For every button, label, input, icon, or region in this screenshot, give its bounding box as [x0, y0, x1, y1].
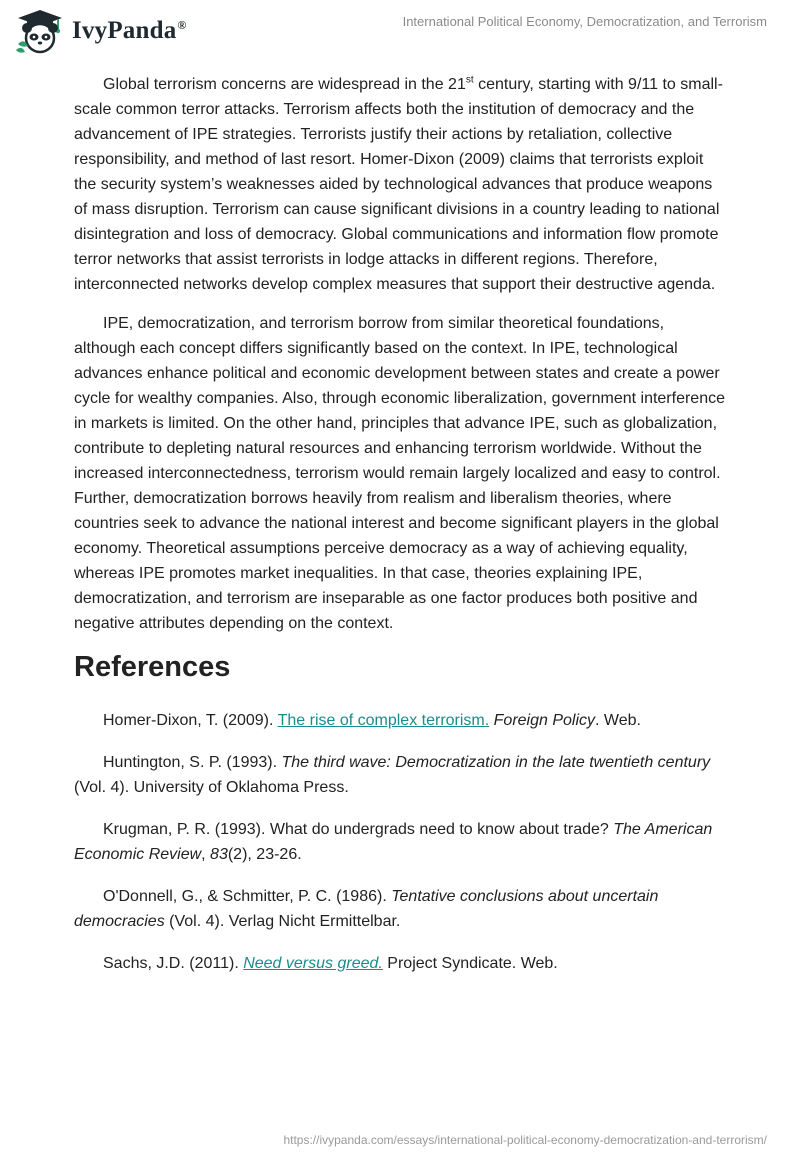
panda-graduate-icon: [14, 8, 66, 54]
body-paragraph-1: Global terrorism concerns are widespread in the 21st century, starting with 9/11 to small-scale common terror attacks. Terrorism affects both the institution of democracy and the advancement of IPE strategies. Terrorists justify their actions by retaliation, collective responsibility, and method of last resort. Homer-Dixon (2009) claims that terrorists exploit the security system’s weaknesses aided by technological advances that produce weapons of mass disruption. Terrorism can cause significant divisions in a country leading to national disintegration and loss of democracy. Global communications and information flow promote terror networks that assist terrorists in lodge attacks in different regions. Therefore, interconnected networks develop complex measures that support their destructive agenda.: [74, 74, 723, 293]
reference-item: O'Donnell, G., & Schmitter, P. C. (1986). Tentative conclusions about uncertain democracies (Vol. 4). Verlag Nicht Ermittelbar.: [74, 888, 659, 930]
references-heading: References: [74, 651, 231, 683]
body-paragraph-2: IPE, democratization, and terrorism borrow from similar theoretical foundations, although each concept differs significantly based on the context. In IPE, technological advances enhance political and economic development between states and create a power cycle for wealthy companies. Also, through economic liberalization, government interference in markets is limited. On the other hand, principles that advance IPE, such as globalization, contribute to depleting natural resources and enhancing terrorism worldwide. Without the increased interconnectedness, terrorism would remain largely localized and easy to control. Further, democratization borrows heavily from realism and liberalism theories, where countries seek to advance the national interest and become significant players in the global economy. Theoretical assumptions perceive democracy as a way of achieving equality, whereas IPE promotes market inequalities. In that case, theories explaining IPE, democratization, and terrorism are inseparable as one factor produces both positive and negative attributes depending on the context.: [74, 315, 725, 632]
page-url-footer: https://ivypanda.com/essays/international-political-economy-democratization-and-terrorism/: [283, 1133, 767, 1147]
reference-link[interactable]: Need versus greed.: [243, 955, 383, 972]
essay-content: [74, 72, 726, 993]
page-header: [0, 0, 800, 64]
reference-item: Krugman, P. R. (1993). What do undergrads need to know about trade? The American Economic Review, 83(2), 23-26.: [74, 821, 713, 863]
ivypanda-logo[interactable]: [14, 8, 187, 54]
reference-item: Sachs, J.D. (2011). Need versus greed. Project Syndicate. Web.: [103, 955, 558, 972]
reference-item: Homer-Dixon, T. (2009). The rise of complex terrorism. Foreign Policy. Web.: [103, 712, 641, 729]
brand-name: IvyPanda®: [72, 17, 187, 44]
running-title: International Political Economy, Democratization, and Terrorism: [402, 14, 767, 29]
reference-link[interactable]: The rise of complex terrorism.: [277, 712, 490, 729]
reference-item: Huntington, S. P. (1993). The third wave: Democratization in the late twentieth century (Vol. 4). University of Oklahoma Press.: [74, 754, 711, 796]
